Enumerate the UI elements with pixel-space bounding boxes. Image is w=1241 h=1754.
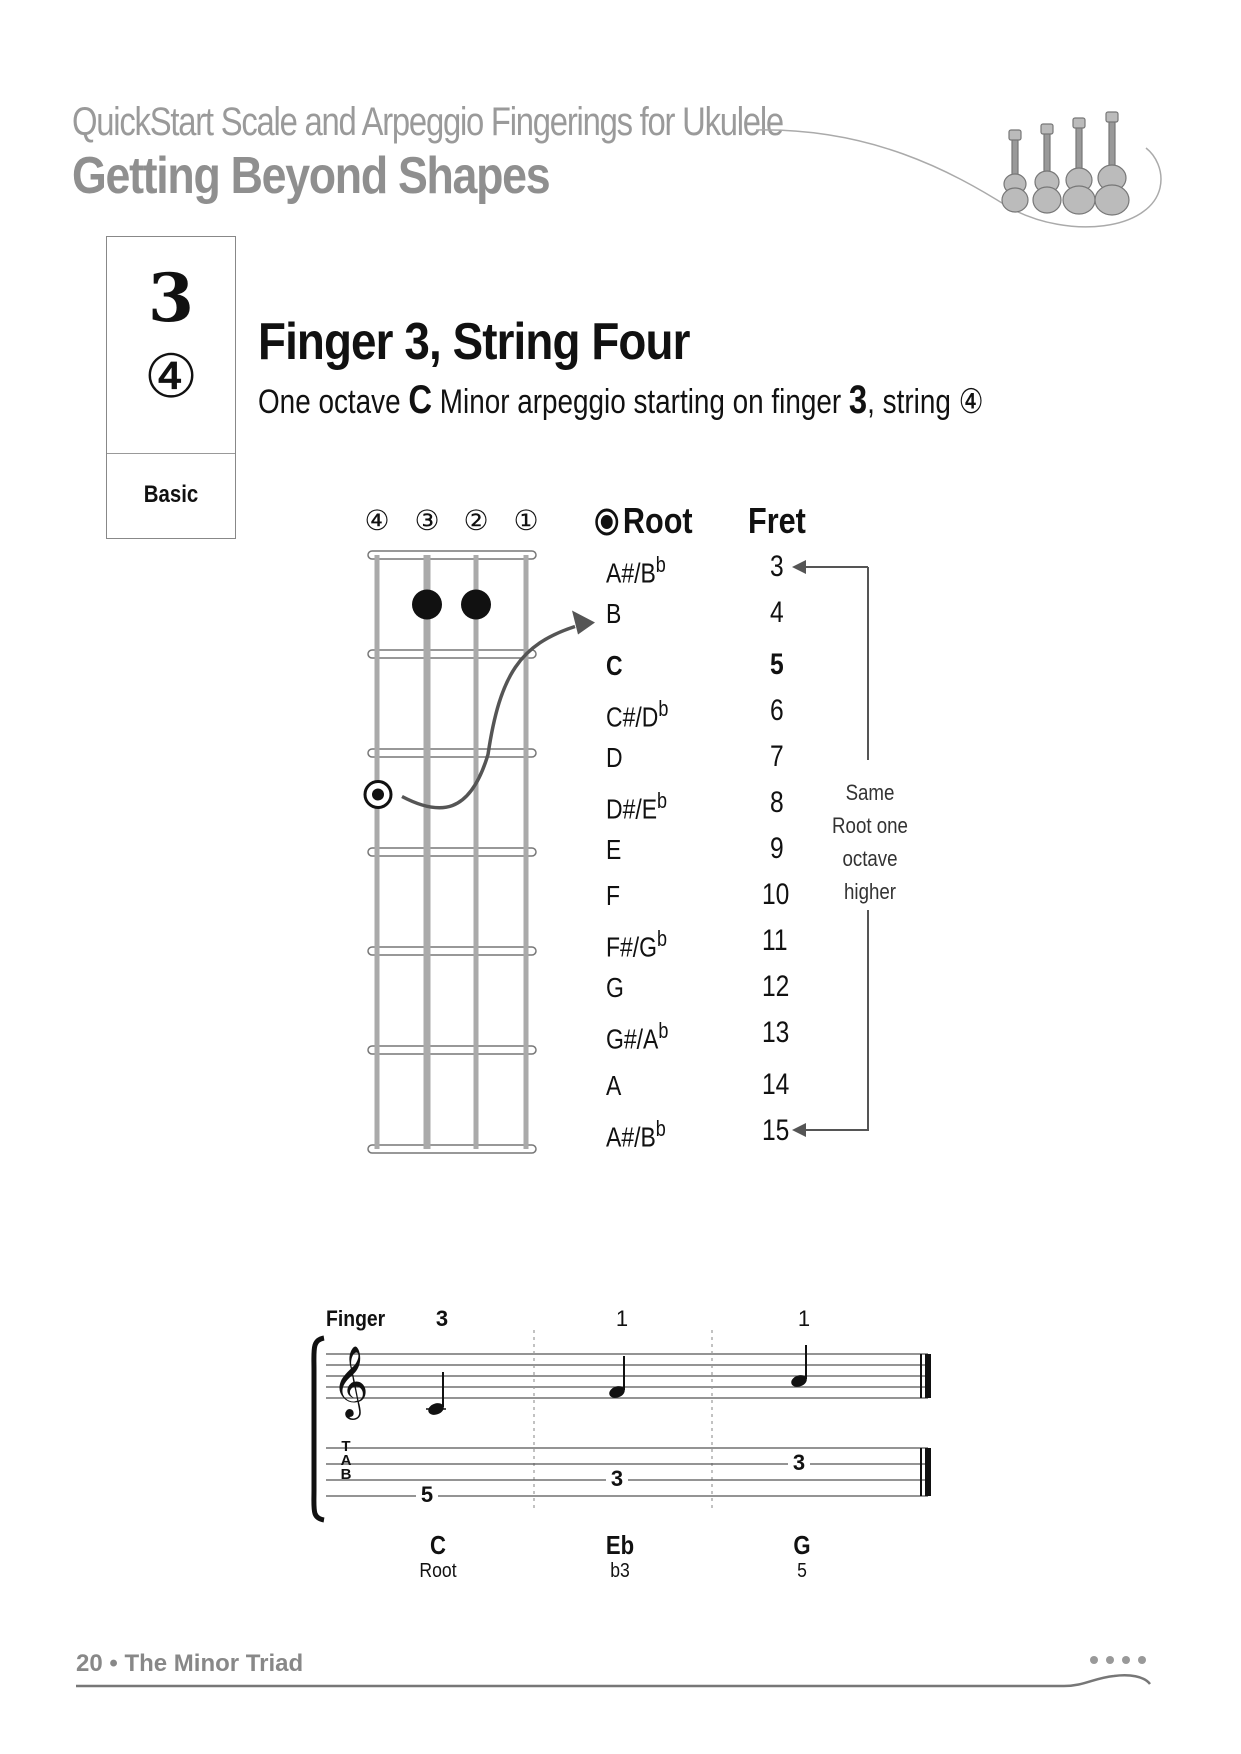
chapter-name: The Minor Triad [124,1650,304,1677]
octave-note [828,776,913,908]
interval-label: 5 [797,1560,807,1582]
treble-staff [326,1354,928,1398]
note-name [606,926,667,963]
note-name [606,1070,621,1102]
fret-number: 7 [770,740,784,773]
staff-note [426,1372,446,1417]
note-letter: G [606,972,624,1003]
subtitle-string: ④ [958,382,984,422]
note-letter: D [606,742,623,773]
root-column-header [594,500,693,542]
interval-label: Root [419,1560,457,1582]
note-name [606,972,624,1004]
fret-number: 8 [770,786,784,819]
badge-finger-number: 3 [148,259,194,337]
ukulele-icon [1063,118,1095,214]
string-label: ④ [364,504,390,537]
flat-symbol: b [657,788,668,813]
chord-name: G [793,1530,811,1560]
note-letter: A#/B [606,1121,656,1153]
badge-string-number: ④ [144,342,198,412]
note-name [606,1018,668,1055]
root-arrow-head [572,611,595,635]
note-letter: F [606,880,621,911]
root-marker-center [372,789,384,801]
fret-number: 9 [770,832,784,865]
finger-number: 1 [615,1306,629,1331]
series-title: QuickStart Scale and Arpeggio Fingerings for Ukulele [72,100,783,144]
fret-wire [368,848,536,856]
note-letter: B [606,598,622,629]
position-badge [106,236,236,539]
finger-number: 1 [797,1306,811,1331]
badge-divider [107,453,235,454]
ukulele-icon [1095,112,1129,215]
fret-number: 3 [770,550,784,583]
flat-symbol: b [658,1018,669,1043]
fret-wire [368,551,536,559]
note-letter: C [606,650,623,681]
finger-label: Finger [326,1306,386,1331]
note-letter: A#/B [606,557,656,589]
page-subtitle [258,378,984,423]
footer-dots-icon [1090,1656,1146,1664]
badge-level: Basic [143,481,199,508]
fret-number: 10 [762,878,790,911]
note-name [606,650,623,682]
fret-number: 6 [770,694,784,727]
fret-column-header: Fret [748,500,806,541]
flat-symbol: b [655,552,666,577]
note-name [606,552,666,589]
subtitle-part: One octave [258,383,409,421]
system-brace [314,1338,324,1520]
fret-wire [368,947,536,955]
fret-number: 4 [770,596,784,629]
root-header-label: Root [622,500,693,541]
header-decoration [750,100,1170,240]
fret-number: 11 [762,924,788,957]
note-letter: D#/E [606,793,658,825]
treble-clef-icon: 𝄞 [332,1344,369,1417]
note-letter: G#/A [606,1023,659,1055]
finger-dot [412,590,442,620]
octave-note-line: higher [844,879,896,904]
fret-number: 15 [762,1114,790,1147]
root-marker-icon [594,507,620,537]
bracket-arrow-bottom [792,1123,806,1137]
note-name [606,598,621,630]
octave-note-line: Same [845,780,895,805]
flat-symbol: b [655,1116,666,1141]
note-letter: E [606,834,622,865]
note-name [606,742,623,774]
page-title: Finger 3, String Four [258,313,690,371]
octave-note-line: octave [842,846,898,871]
finger-number: 3 [435,1306,449,1331]
interval-label: b3 [610,1560,630,1582]
flat-symbol: b [657,926,668,951]
note-name [606,1116,666,1153]
note-name [606,880,620,912]
tab-fret-number: 3 [788,1450,810,1476]
note-name [606,696,668,733]
subtitle-part: , string [867,383,959,421]
tab-fret-number: 3 [606,1466,628,1492]
note-letter: A [606,1070,622,1101]
fret-number: 13 [762,1016,790,1049]
string-label: ③ [414,504,440,537]
flat-symbol: b [658,696,669,721]
staff-and-tab [310,1330,940,1530]
fret-wire [368,1046,536,1054]
fret-number: 5 [770,648,784,681]
note-name [606,788,667,825]
fret-wire [368,650,536,658]
book-title: Getting Beyond Shapes [72,147,550,205]
fret-wire [368,749,536,757]
fret-number: 12 [762,970,790,1003]
note-name [606,834,621,866]
string-label: ① [513,504,539,537]
tab-letter: B [340,1466,352,1483]
tab-letter: T [341,1438,351,1455]
tab-letter: A [340,1452,352,1469]
fret-wire [368,1145,536,1153]
note-letter: C#/D [606,701,659,733]
subtitle-part: Minor arpeggio starting on finger [432,383,849,421]
octave-note-line: Root one [832,813,908,838]
staff-note [790,1345,809,1389]
fretboard-diagram [350,500,610,1170]
subtitle-key: C [408,378,433,422]
chord-name: C [430,1530,446,1560]
bracket-arrow-top [792,560,806,574]
subtitle-finger: 3 [848,378,868,422]
tab-clef [336,1440,356,1482]
chord-name: Eb [605,1530,635,1560]
note-letter: F#/G [606,931,658,963]
finger-dot [461,590,491,620]
ukulele-icon [1002,130,1028,212]
footer-separator: • [109,1650,125,1677]
page-number: 20 [76,1650,103,1677]
footer-rule [74,1640,1174,1700]
string-label: ② [463,504,489,537]
staff-note [608,1356,627,1400]
tab-fret-number: 5 [416,1482,438,1508]
fret-number: 14 [762,1068,790,1101]
ukulele-icon [1033,124,1061,213]
ukulele-icons [1002,112,1129,215]
